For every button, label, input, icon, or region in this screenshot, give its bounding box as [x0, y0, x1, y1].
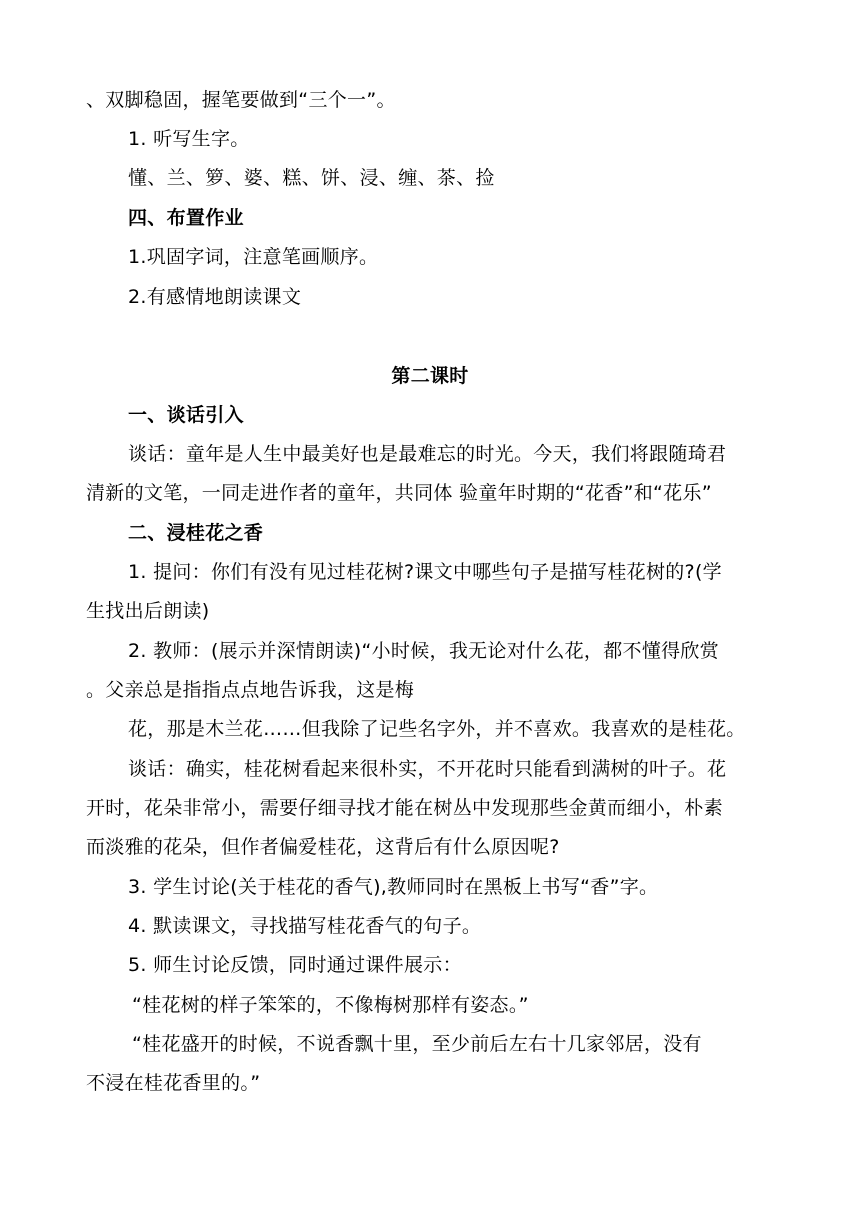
text-line-new-characters: 懂、兰、箩、婆、糕、饼、浸、缠、茶、捡 [128, 167, 495, 189]
list-item-homework-2: 2.有感情地朗读课文 [128, 286, 302, 308]
quote-line: “桂花盛开的时候，不说香飘十里，至少前后左右十几家邻居，没有 [132, 1033, 702, 1055]
paragraph-line: 谈话：确实，桂花树看起来很朴实，不开花时只能看到满树的叶子。花 [128, 758, 727, 780]
section-heading-osmanthus: 二、浸桂花之香 [128, 522, 264, 544]
paragraph-line: 花，那是木兰花……但我除了记些名字外，并不喜欢。我喜欢的是桂花。 [128, 718, 746, 740]
quote-line: 不浸在桂花香里的。” [86, 1072, 261, 1094]
list-item-discussion: 3. 学生讨论(关于桂花的香气),教师同时在黑板上书写“香”字。 [128, 876, 659, 898]
quote-line: “桂花树的样子笨笨的，不像梅树那样有姿态。” [132, 994, 529, 1016]
paragraph-line: 。父亲总是指指点点地告诉我，这是梅 [86, 679, 415, 701]
list-item-homework-1: 1.巩固字词，注意笔画顺序。 [128, 246, 379, 268]
list-item-feedback: 5. 师生讨论反馈，同时通过课件展示： [128, 954, 462, 976]
paragraph-line: 开时，花朵非常小，需要仔细寻找才能在树丛中发现那些金黄而细小，朴素 [86, 797, 723, 819]
paragraph-line: 谈话：童年是人生中最美好也是最难忘的时光。今天，我们将跟随琦君 [128, 443, 727, 465]
paragraph-line: 清新的文笔，一同走进作者的童年，共同体 验童年时期的“花香”和“花乐” [86, 482, 712, 504]
section-heading-homework: 四、布置作业 [128, 207, 244, 229]
list-item-silent-reading: 4. 默读课文，寻找描写桂花香气的句子。 [128, 915, 482, 937]
paragraph-line: 生找出后朗读) [86, 600, 210, 622]
lesson-title: 第二课时 [391, 365, 469, 387]
section-heading-intro: 一、谈话引入 [128, 404, 244, 426]
list-item-teacher: 2. 教师：(展示并深情朗读)“小时候，我无论对什么花，都不懂得欣赏 [128, 640, 720, 662]
list-item-dictation: 1. 听写生字。 [128, 128, 250, 150]
text-line-writing-posture: 、双脚稳固，握笔要做到“三个一”。 [86, 89, 396, 111]
paragraph-line: 而淡雅的花朵，但作者偏爱桂花，这背后有什么原因呢? [86, 836, 560, 858]
list-item-question: 1. 提问：你们有没有见过桂花树?课文中哪些句子是描写桂花树的?(学 [128, 561, 722, 583]
